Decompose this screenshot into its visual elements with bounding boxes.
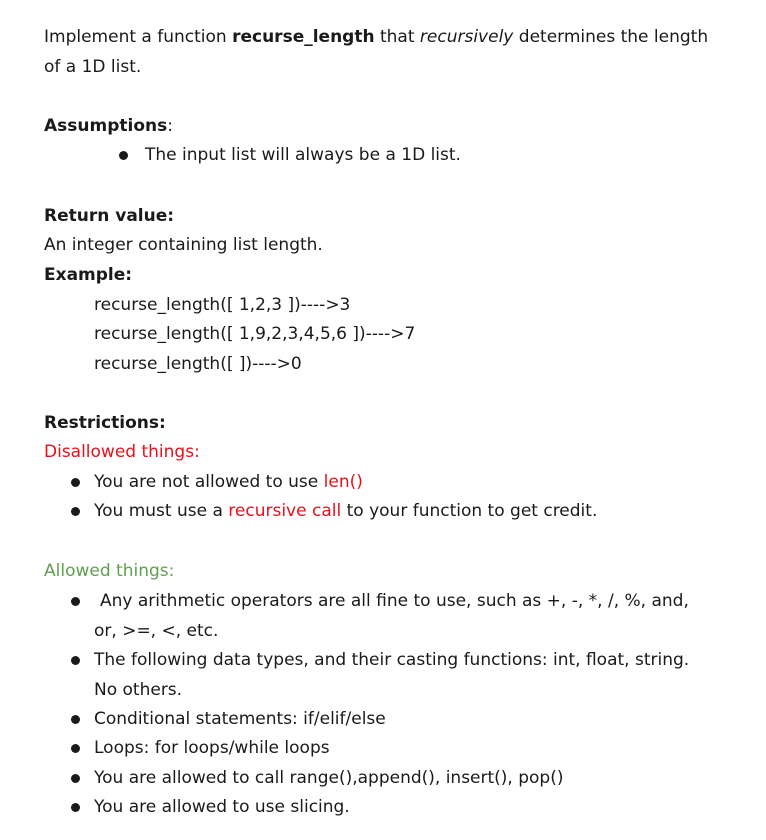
allowed-item: Loops: for loops/while loops bbox=[94, 738, 330, 758]
bullet-icon bbox=[71, 803, 80, 812]
allowed-item: The following data types, and their casting functions: int, float, string. bbox=[94, 650, 690, 670]
allowed-item: You are allowed to call range(),append(), insert(), pop() bbox=[94, 768, 564, 788]
allowed-item: Conditional statements: if/elif/else bbox=[94, 709, 386, 729]
restrictions-heading: Restrictions: bbox=[44, 413, 166, 433]
bullet-icon bbox=[71, 744, 80, 753]
allowed-heading: Allowed things: bbox=[44, 561, 175, 581]
bullet-icon bbox=[71, 656, 80, 665]
example-line: recurse_length([ ])---->0 bbox=[94, 354, 302, 374]
disallowed-item: You must use a recursive call to your function to get credit. bbox=[94, 501, 598, 521]
function-name: recurse_length bbox=[232, 27, 375, 47]
allowed-item-continued: No others. bbox=[94, 680, 183, 700]
intro-text: Implement a function bbox=[44, 27, 233, 47]
disallowed-heading: Disallowed things: bbox=[44, 442, 200, 462]
bullet-icon bbox=[71, 774, 80, 783]
intro-emphasis: recursively bbox=[419, 27, 514, 47]
example-line: recurse_length([ 1,2,3 ])---->3 bbox=[94, 295, 351, 315]
example-heading: Example: bbox=[44, 265, 133, 285]
disallowed-item: You are not allowed to use len() bbox=[94, 472, 363, 492]
allowed-item: Any arithmetic operators are all fine to use, such as +, -, *, /, %, and, bbox=[100, 591, 689, 611]
allowed-item-continued: or, >=, <, etc. bbox=[94, 621, 219, 641]
bullet-icon bbox=[71, 478, 80, 487]
example-line: recurse_length([ 1,9,2,3,4,5,6 ])---->7 bbox=[94, 324, 416, 344]
bullet-icon bbox=[119, 151, 128, 160]
highlight-text: recursive call bbox=[228, 501, 342, 521]
bullet-icon bbox=[71, 715, 80, 724]
intro-text: that bbox=[374, 27, 420, 47]
intro-line-2: of a 1D list. bbox=[44, 57, 142, 77]
assumption-item: The input list will always be a 1D list. bbox=[145, 145, 461, 165]
return-value-text: An integer containing list length. bbox=[44, 235, 323, 255]
intro-text: determines the length bbox=[513, 27, 709, 47]
intro-line-1 bbox=[44, 26, 708, 48]
bullet-icon bbox=[71, 597, 80, 606]
highlight-text: len() bbox=[323, 472, 363, 492]
allowed-item: You are allowed to use slicing. bbox=[94, 797, 350, 817]
return-value-heading: Return value: bbox=[44, 206, 175, 226]
assumptions-heading: Assumptions: bbox=[44, 116, 173, 136]
bullet-icon bbox=[71, 507, 80, 516]
